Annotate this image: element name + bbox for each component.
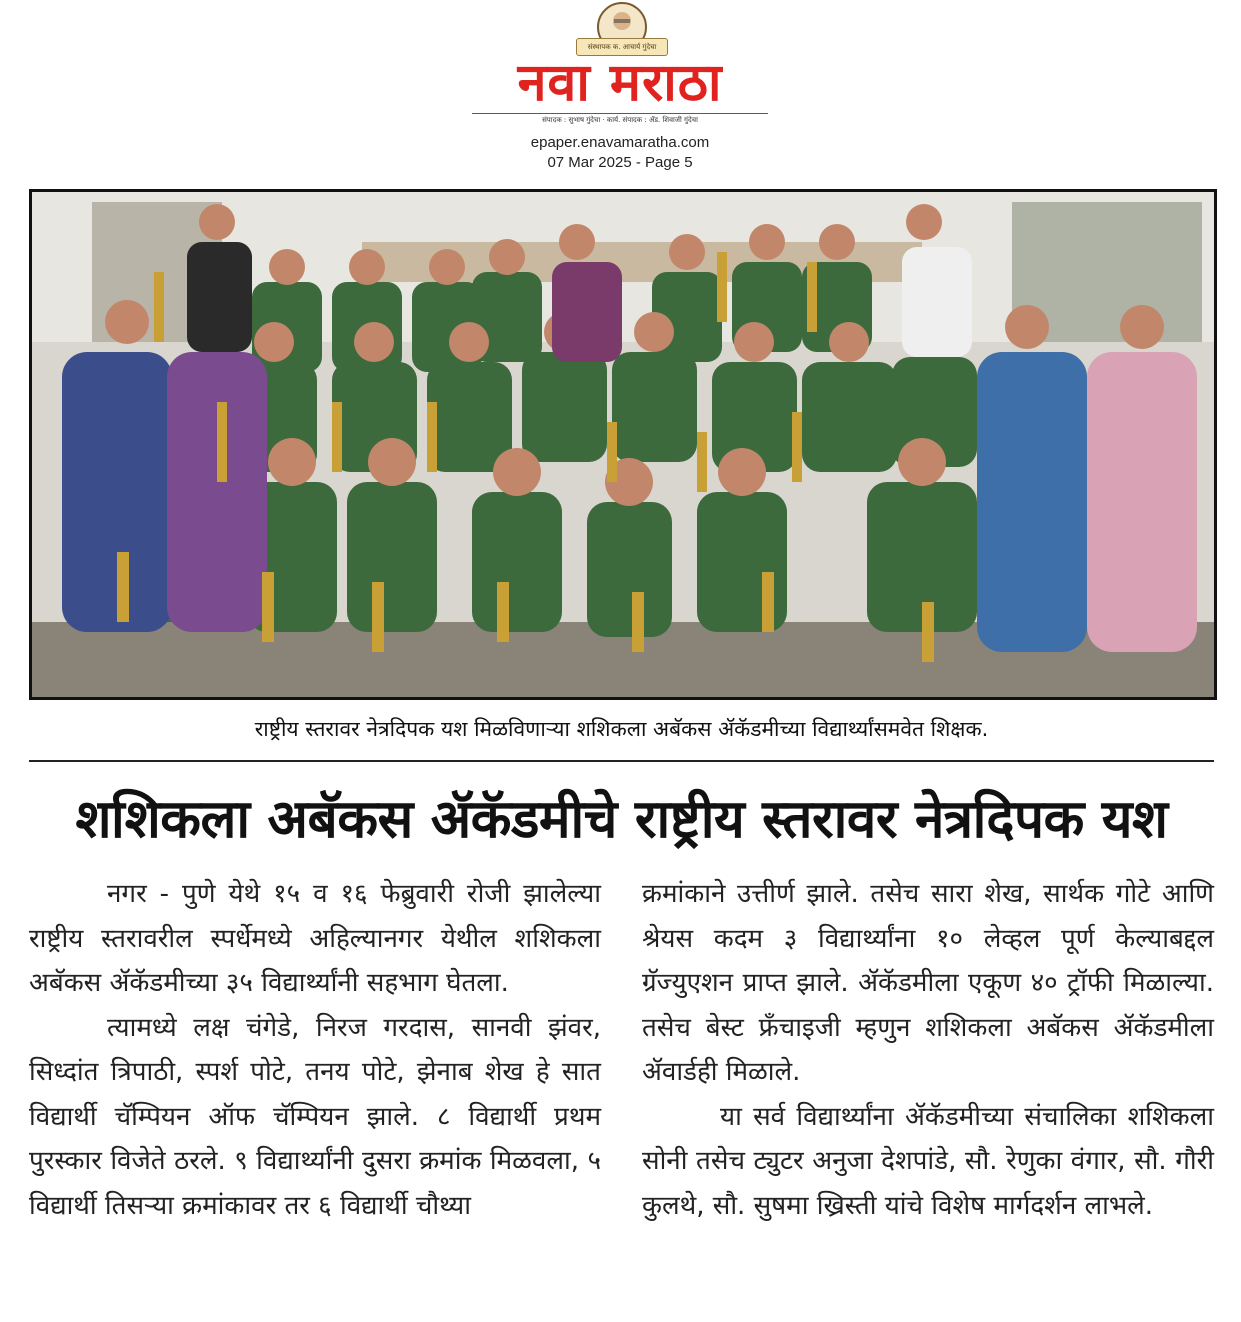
edition-info bbox=[470, 133, 770, 173]
article-paragraph: नगर - पुणे येथे १५ व १६ फेब्रुवारी रोजी झालेल्या राष्ट्रीय स्तरावरील स्पर्धेमध्ये अहिल्यानगर येथील शशिकला अबॅकस ॲकॅडमीच्या ३५ विद्यार्थ्यांनी सहभाग घेतला. bbox=[29, 879, 601, 998]
section-divider bbox=[29, 760, 1214, 762]
newspaper-logo: नवा मराठा bbox=[517, 53, 723, 113]
founder-ribbon: संस्थापक क. आचार्य गुंदेचा bbox=[576, 38, 668, 56]
editor-line: संपादक : सुभाष गुंदेचा · कार्य. संपादक : ॲड. शिवाजी गुंदेचा bbox=[472, 113, 768, 126]
article-paragraph: क्रमांकाने उत्तीर्ण झाले. तसेच सारा शेख, सार्थक गोटे आणि श्रेयस कदम ३ विद्यार्थ्यांना १० लेव्हल पूर्ण केल्याबद्दल ग्रॅज्युएशन प्राप्त झाले. ॲकॅडमीला एकूण ४० ट्रॉफी मिळाल्या. तसेच बेस्ट फ्रँचाइजी म्हणुन शशिकला अबॅकस ॲकॅडमीला ॲवार्डही मिळाले. bbox=[642, 879, 1214, 1087]
photo-caption: राष्ट्रीय स्तरावर नेत्रदिपक यश मिळविणाऱ्या शशिकला अबॅकस ॲकॅडमीच्या विद्यार्थ्यांसमवेत शिक्षक. bbox=[254, 717, 989, 741]
masthead bbox=[0, 0, 1241, 190]
group-photo bbox=[29, 189, 1217, 700]
article-paragraph: या सर्व विद्यार्थ्यांना ॲकॅडमीच्या संचालिका शशिकला सोनी तसेच ट्युटर अनुजा देशपांडे, सौ. रेणुका वंगार, सौ. गौरी कुलथे, सौ. सुषमा ख्रिस्ती यांचे विशेष मार्गदर्शन लाभले. bbox=[642, 1101, 1214, 1221]
group-photo-image bbox=[32, 192, 1214, 697]
article-headline: शशिकला अबॅकस ॲकॅडमीचे राष्ट्रीय स्तरावर नेत्रदिपक यश bbox=[75, 789, 1168, 850]
epaper-url[interactable]: epaper.enavamaratha.com bbox=[530, 134, 710, 151]
article-column-right bbox=[642, 872, 1214, 1228]
article-column-left bbox=[29, 872, 601, 1228]
edition-date-page: 07 Mar 2025 - Page 5 bbox=[547, 154, 693, 171]
article-paragraph: त्यामध्ये लक्ष चंगेडे, निरज गरदास, सानवी झंवर, सिध्दांत त्रिपाठी, स्पर्श पोटे, तनय पोटे, झेनाब शेख हे सात विद्यार्थी चॅम्पियन ऑफ चॅम्पियन झाले. ८ विद्यार्थी प्रथम पुरस्कार विजेते ठरले. ९ विद्यार्थ्यांनी दुसरा क्रमांक मिळवला, ५ विद्यार्थी तिसऱ्या क्रमांकावर तर ६ विद्यार्थी चौथ्या bbox=[29, 1012, 601, 1221]
